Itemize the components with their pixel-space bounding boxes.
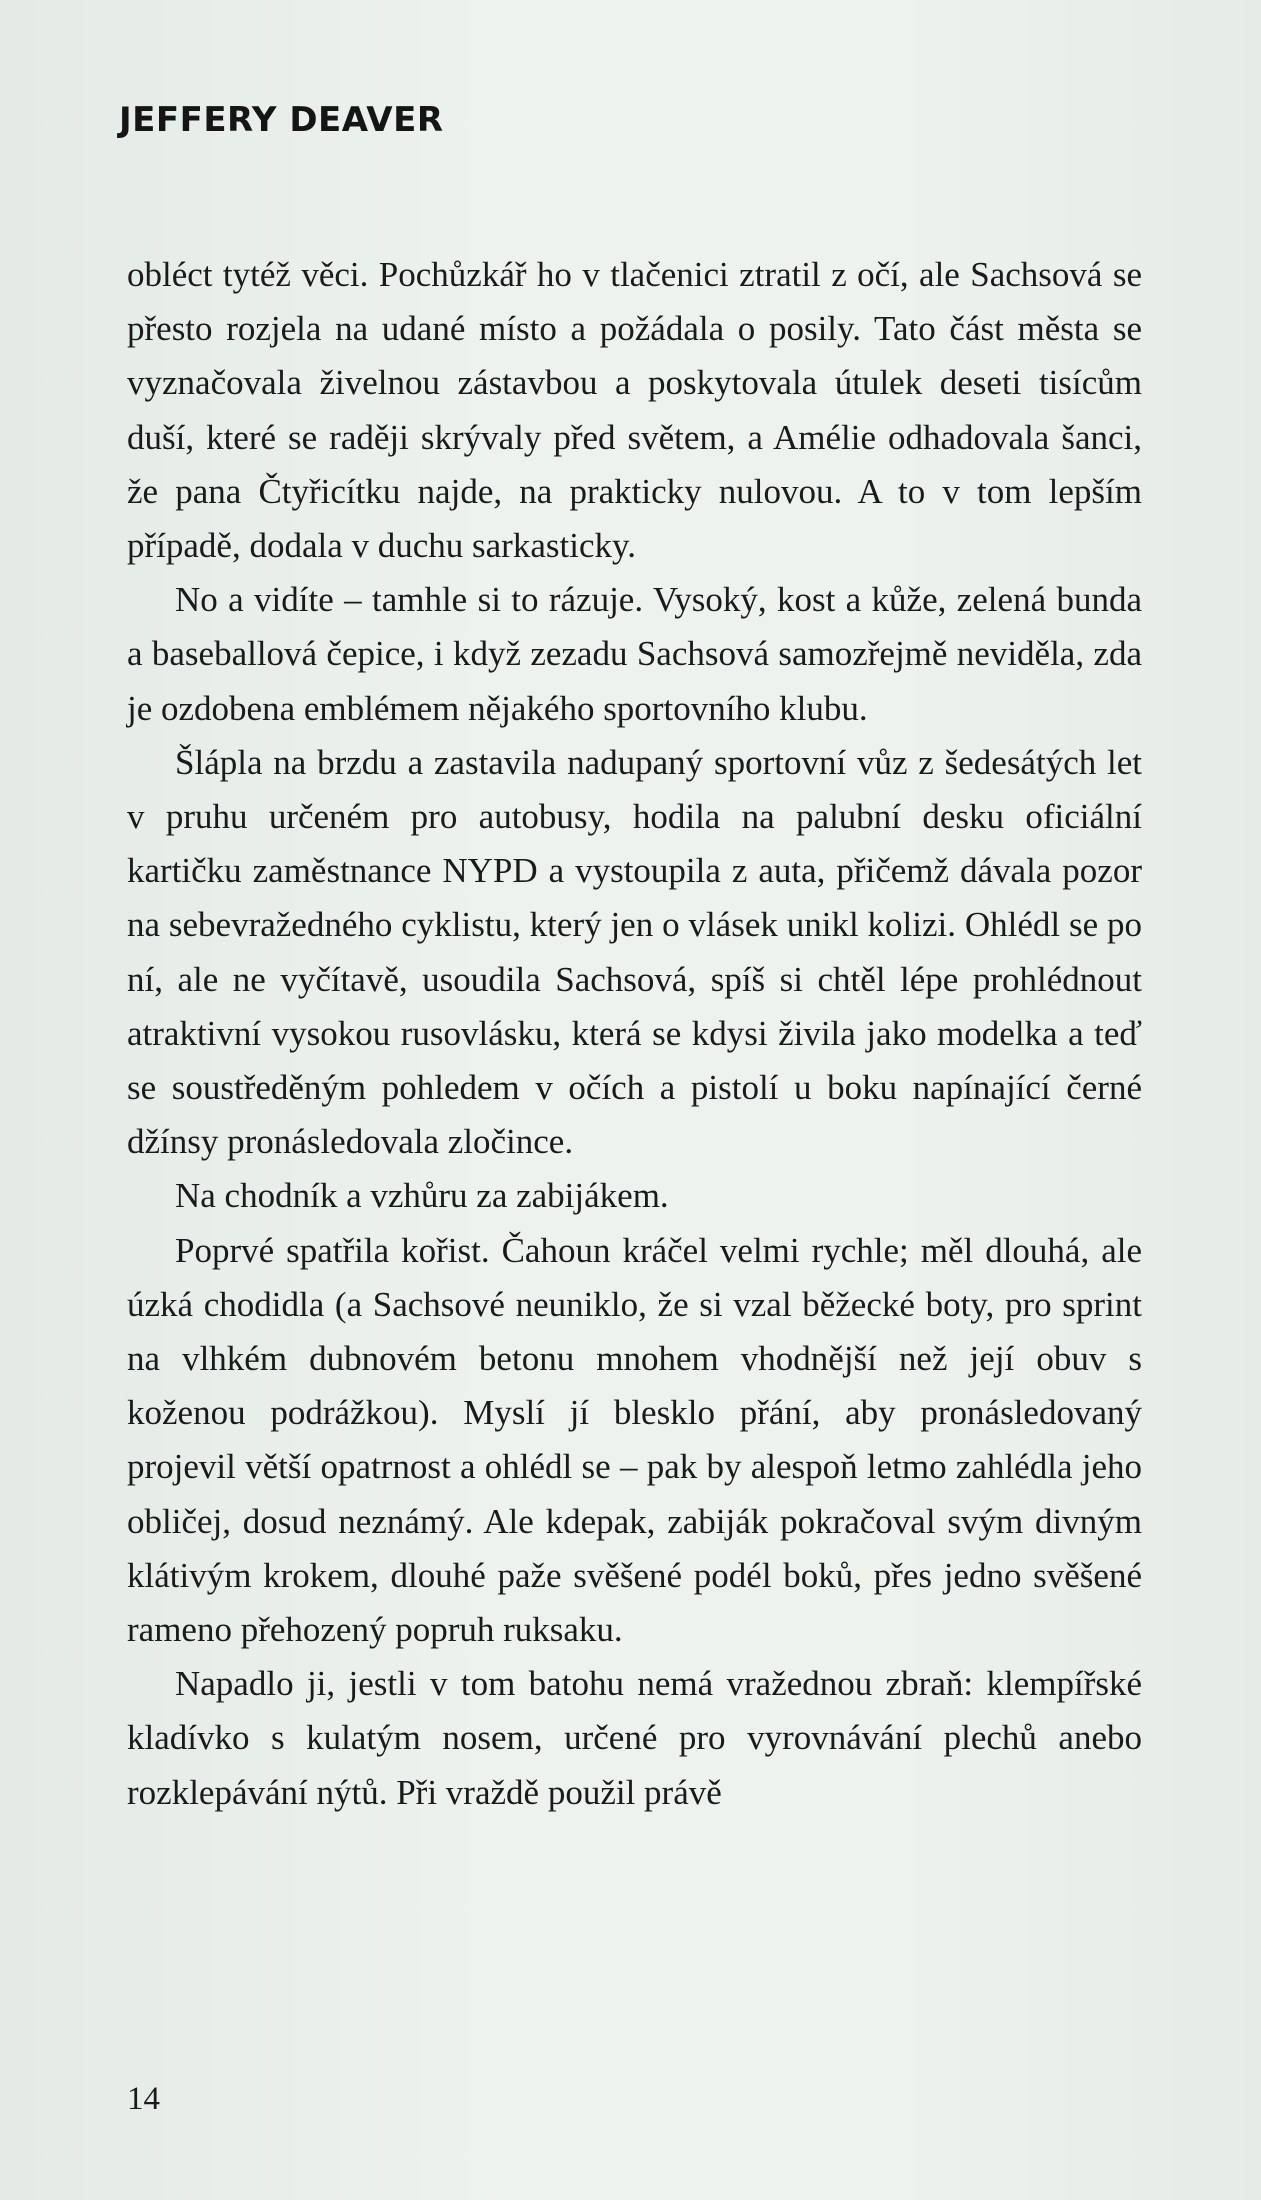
paragraph: obléct tytéž věci. Pochůzkář ho v tlačenici ztratil z očí, ale Sachsová se přesto rozjela na udané místo a požádala o posily. Tato část města se vyznačovala živelnou zástavbou a poskytovala útulek deseti tisícům duší, které se raději skrývaly před světem, a Amélie odhadovala šanci, že pana Čtyřicítku najde, na prakticky nulovou. A to v tom lepším případě, dodala v duchu sarkasticky.: [127, 255, 1142, 566]
running-head-author: JEFFERY DEAVER: [119, 100, 444, 140]
body-text: [127, 248, 1142, 1820]
paragraph: Na chodník a vzhůru za zabijákem.: [175, 1176, 669, 1216]
paragraph: Šlápla na brzdu a zastavila nadupaný sportovní vůz z šedesátých let v pruhu určeném pro autobusy, hodila na palubní desku oficiální kartičku zaměstnance NYPD a vystoupila z auta, přičemž dávala pozor na sebevražedného cyklistu, který jen o vlásek unikl kolizi. Ohlédl se po ní, ale ne vyčítavě, usoudila Sachsová, spíš si chtěl lépe prohlédnout atraktivní vysokou rusovlásku, která se kdysi živila jako modelka a teď se soustředěným pohledem v očích a pistolí u boku napínající černé džínsy pronásledovala zločince.: [127, 742, 1142, 1162]
paragraph: Napadlo ji, jestli v tom batohu nemá vražednou zbraň: klempířské kladívko s kulatým nosem, určené pro vyrovnávání plechů anebo rozklepávání nýtů. Při vraždě použil právě: [127, 1664, 1142, 1812]
paragraph: Poprvé spatřila kořist. Čahoun kráčel velmi rychle; měl dlouhá, ale úzká chodidla (a Sachsové neuniklo, že si vzal běžecké boty, pro sprint na vlhkém dubnovém betonu mnohem vhodnější než její obuv s koženou podrážkou). Myslí jí blesklo přání, aby pronásledovaný projevil větší opatrnost a ohlédl se – pak by alespoň letmo zahlédla jeho obličej, dosud neznámý. Ale kdepak, zabiják pokračoval svým divným klátivým krokem, dlouhé paže svěšené podél boků, přes jedno svěšené rameno přehozený popruh ruksaku.: [127, 1230, 1142, 1650]
paragraph: No a vidíte – tamhle si to rázuje. Vysoký, kost a kůže, zelená bunda a baseballová čepice, i když zezadu Sachsová samozřejmě neviděla, zda je ozdobena emblémem nějakého sportovního klubu.: [127, 580, 1142, 728]
page-number: 14: [127, 2081, 160, 2117]
